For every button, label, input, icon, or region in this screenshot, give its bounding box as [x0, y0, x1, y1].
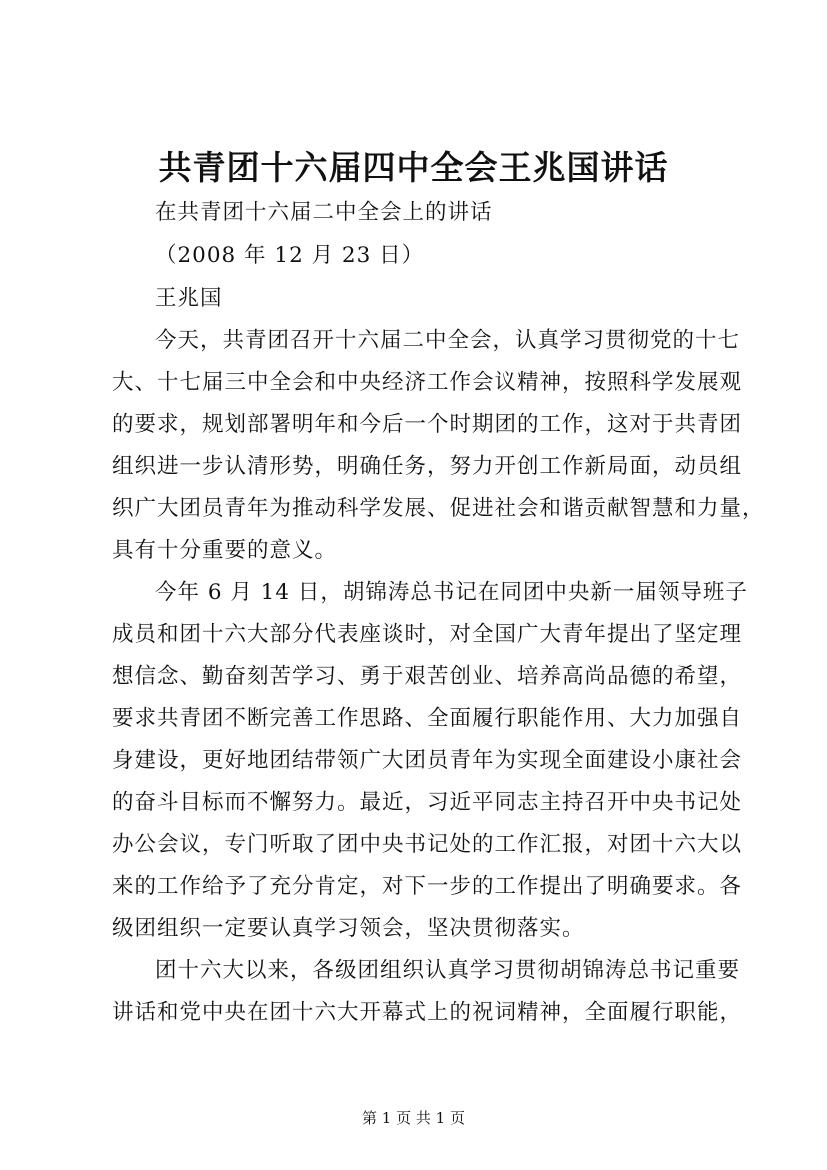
body-line: 今年 6 月 14 日，胡锦涛总书记在同团中央新一届领导班子 — [155, 580, 748, 605]
body-line: 今天，共青团召开十六届二中全会，认真学习贯彻党的十七 — [155, 328, 741, 353]
body-line: 织广大团员青年为推动科学发展、促进社会和谐贡献智慧和力量， — [112, 496, 765, 521]
body-line: 来的工作给予了充分肯定，对下一步的工作提出了明确要求。各 — [112, 874, 743, 899]
body-line: 身建设，更好地团结带领广大团员青年为实现全面建设小康社会 — [112, 748, 743, 773]
date-line: （2008 年 12 月 23 日） — [155, 243, 425, 268]
body-line: 的要求，规划部署明年和今后一个时期团的工作，这对于共青团 — [112, 412, 743, 437]
body-line: 的奋斗目标而不懈努力。最近，习近平同志主持召开中央书记处 — [112, 790, 743, 815]
body-line: 大、十七届三中全会和中央经济工作会议精神，按照科学发展观 — [112, 370, 743, 395]
body-line: 成员和团十六大部分代表座谈时，对全国广大青年提出了坚定理 — [112, 622, 743, 647]
body-line: 级团组织一定要认真学习领会，坚决贯彻落实。 — [112, 916, 585, 941]
subtitle: 在共青团十六届二中全会上的讲话 — [155, 200, 493, 225]
body-line: 组织进一步认清形势，明确任务，努力开创工作新局面，动员组 — [112, 454, 743, 479]
body-line: 讲话和党中央在团十六大开幕式上的祝词精神，全面履行职能， — [112, 1000, 743, 1025]
body-line: 团十六大以来，各级团组织认真学习贯彻胡锦涛总书记重要 — [155, 958, 741, 983]
page-number: 第 1 页 共 1 页 — [362, 1109, 465, 1127]
body-line: 想信念、勤奋刻苦学习、勇于艰苦创业、培养高尚品德的希望， — [112, 664, 743, 689]
body-line: 办公会议，专门听取了团中央书记处的工作汇报，对团十六大以 — [112, 832, 743, 857]
body-line: 具有十分重要的意义。 — [112, 538, 338, 563]
body-line: 要求共青团不断完善工作思路、全面履行职能作用、大力加强自 — [112, 706, 743, 731]
document-title: 共青团十六届四中全会王兆国讲话 — [158, 148, 669, 187]
author-name: 王兆国 — [155, 286, 223, 311]
